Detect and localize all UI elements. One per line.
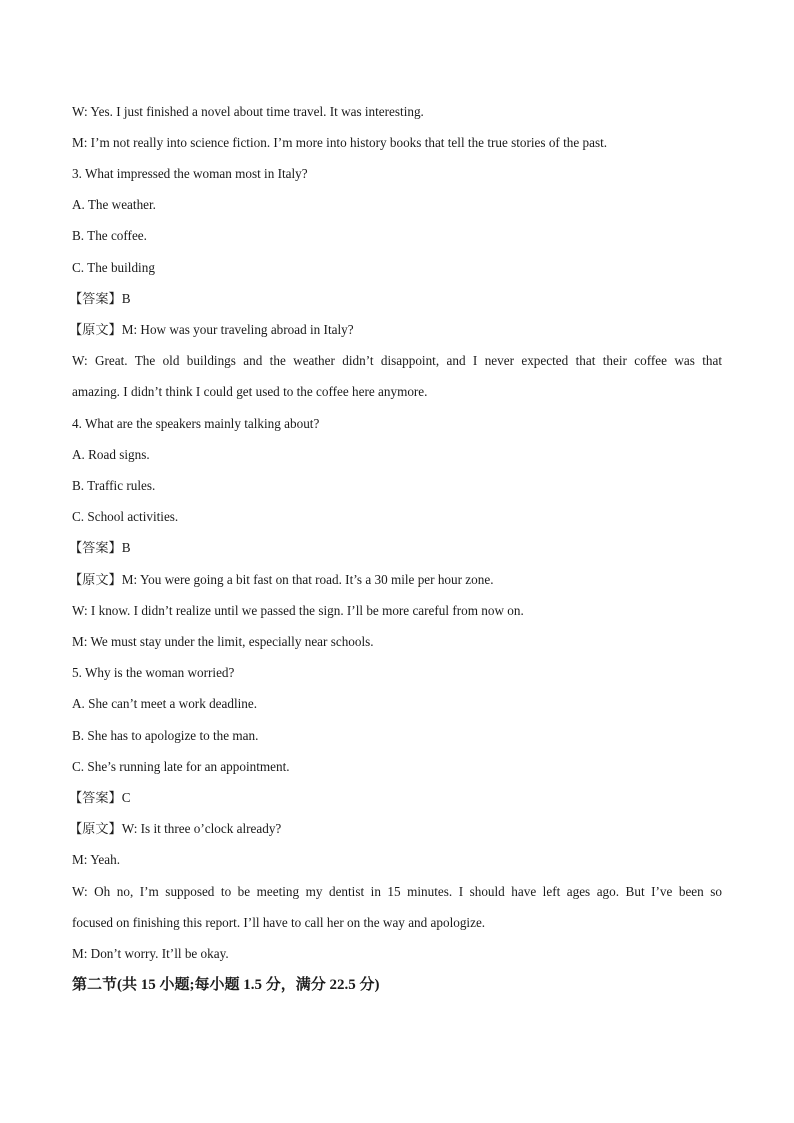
transcript-line: W: Yes. I just finished a novel about time travel. It was interesting. xyxy=(72,104,424,119)
transcript-line: M: We must stay under the limit, especially near schools. xyxy=(72,634,374,649)
transcript-line: amazing. I didn’t think I could get used to the coffee here anymore. xyxy=(72,384,428,399)
option-a: A. The weather. xyxy=(72,197,156,212)
transcript-line: 【原文】W: Is it three o’clock already? xyxy=(69,821,282,836)
question-5: 5. Why is the woman worried? xyxy=(72,665,235,680)
section-heading: 第二节(共 15 小题;每小题 1.5 分，满分 22.5 分) xyxy=(72,977,380,993)
transcript-line: 【原文】M: You were going a bit fast on that road. It’s a 30 mile per hour zone. xyxy=(69,572,494,587)
transcript-line: M: Yeah. xyxy=(72,852,120,867)
transcript-line: W: Great. The old buildings and the weather didn’t disappoint, and I never expected that their coffee was that xyxy=(72,353,722,368)
transcript-line: W: I know. I didn’t realize until we passed the sign. I’ll be more careful from now on. xyxy=(72,603,524,618)
transcript-line: W: Oh no, I’m supposed to be meeting my dentist in 15 minutes. I should have left ages ago. But I’ve been so xyxy=(72,884,722,899)
option-a: A. Road signs. xyxy=(72,447,150,462)
transcript-line: M: Don’t worry. It’ll be okay. xyxy=(72,946,229,961)
option-c: C. The building xyxy=(72,260,155,275)
transcript-line: focused on finishing this report. I’ll have to call her on the way and apologize. xyxy=(72,915,486,930)
option-b: B. The coffee. xyxy=(72,228,147,243)
question-4: 4. What are the speakers mainly talking about? xyxy=(72,416,320,431)
answer-line: 【答案】C xyxy=(69,790,131,805)
transcript-line: 【原文】M: How was your traveling abroad in Italy? xyxy=(69,322,354,337)
answer-line: 【答案】B xyxy=(69,291,131,306)
option-c: C. She’s running late for an appointment. xyxy=(72,759,290,774)
answer-line: 【答案】B xyxy=(69,540,131,555)
option-a: A. She can’t meet a work deadline. xyxy=(72,696,258,711)
option-b: B. She has to apologize to the man. xyxy=(72,728,259,743)
transcript-line: M: I’m not really into science fiction. I’m more into history books that tell the true stories of the past. xyxy=(72,135,608,150)
option-c: C. School activities. xyxy=(72,509,179,524)
question-3: 3. What impressed the woman most in Italy? xyxy=(72,166,308,181)
option-b: B. Traffic rules. xyxy=(72,478,156,493)
